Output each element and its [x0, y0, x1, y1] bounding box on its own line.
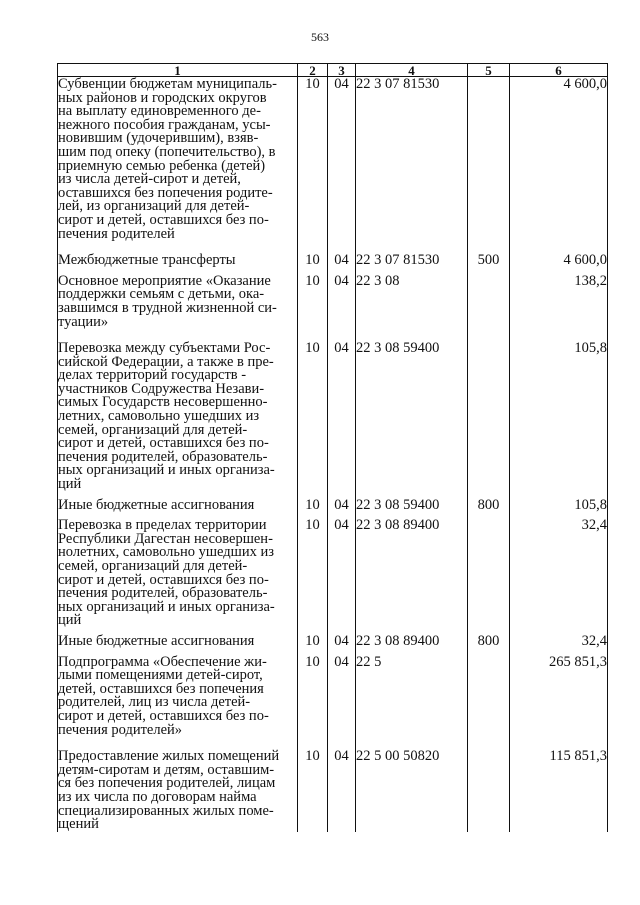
row-name-line: туации»: [58, 313, 109, 330]
budget-table: [57, 63, 608, 832]
table-row: [58, 498, 608, 513]
row-name-line: лыми помещениями детей-сирот,: [58, 667, 263, 684]
row-c2: 10: [298, 341, 328, 492]
row-name-line: Республики Дагестан несовершен-: [58, 530, 273, 547]
table-body: [58, 77, 608, 832]
row-name-line: Перевозка между субъектами Рос-: [58, 340, 271, 357]
row-name-line: Субвенции бюджетам муниципаль-: [58, 76, 277, 92]
row-c3: 04: [328, 274, 356, 329]
row-c6: 4 600,0: [510, 77, 608, 242]
row-c3: 04: [328, 341, 356, 492]
row-c4: 22 5 00 50820: [356, 749, 468, 832]
row-name-line: ций: [58, 476, 82, 493]
row-name: [58, 253, 298, 268]
row-c3: 04: [328, 518, 356, 628]
row-name: [58, 341, 298, 492]
row-name-line: Подпрограмма «Обеспечение жи-: [58, 653, 267, 670]
row-c5: [468, 274, 510, 329]
row-c3: 04: [328, 498, 356, 513]
row-name-line: ций: [58, 612, 82, 629]
row-name: [58, 634, 298, 649]
row-c6: 105,8: [510, 498, 608, 513]
col-header-1: 1: [58, 64, 298, 77]
col-header-5: 5: [468, 64, 510, 77]
row-c2: 10: [298, 274, 328, 329]
row-c2: 10: [298, 253, 328, 268]
row-name-line: лей, из организаций для детей-: [58, 198, 250, 215]
row-c6: 115 851,3: [510, 749, 608, 832]
row-name-line: ных организаций и иных организа-: [58, 598, 275, 615]
row-name-line: печения родителей»: [58, 721, 183, 738]
row-c4: 22 3 08 59400: [356, 341, 468, 492]
row-c5: 800: [468, 634, 510, 649]
row-name-line: печения родителей: [58, 225, 175, 242]
row-name-line: сийской Федерации, а также в пре-: [58, 353, 274, 370]
row-c4: 22 3 08 89400: [356, 518, 468, 628]
row-name-line: специализированных жилых поме-: [58, 802, 274, 819]
row-name-line: Перевозка в пределах территории: [58, 517, 267, 534]
col-header-6: 6: [510, 64, 608, 77]
row-name-line: новившим (удочерившим), взяв-: [58, 130, 259, 147]
row-c5: 800: [468, 498, 510, 513]
row-c6: 32,4: [510, 518, 608, 628]
row-name-line: из числа детей-сирот и детей,: [58, 171, 241, 188]
row-c5: [468, 77, 510, 242]
row-name-line: сирот и детей, оставшихся без по-: [58, 571, 269, 588]
row-name-line: летних, самовольно ушедших из: [58, 408, 260, 425]
row-name-line: шим под опеку (попечительство), в: [58, 143, 276, 160]
table-row: [58, 634, 608, 649]
row-name-line: участников Содружества Незави-: [58, 380, 265, 397]
row-name-line: поддержки семьям с детьми, ока-: [58, 286, 265, 303]
row-c4: 22 3 08: [356, 274, 468, 329]
row-name-line: печения родителей, образователь-: [58, 448, 268, 465]
row-name-line: детям-сиротам и детям, оставшим-: [58, 761, 275, 778]
row-c5: 500: [468, 253, 510, 268]
table-row: [58, 253, 608, 268]
row-c6: 32,4: [510, 634, 608, 649]
row-c5: [468, 655, 510, 738]
row-name-line: на выплату единовременного де-: [58, 103, 261, 120]
row-c3: 04: [328, 253, 356, 268]
row-name-line: делах территорий государств -: [58, 367, 247, 384]
table-row: [58, 77, 608, 242]
row-c2: 10: [298, 749, 328, 832]
row-c4: 22 5: [356, 655, 468, 738]
row-name-line: из их числа по договорам найма: [58, 788, 257, 805]
row-c2: 10: [298, 634, 328, 649]
spacer-cell: [468, 329, 510, 341]
row-c3: 04: [328, 749, 356, 832]
row-c6: 4 600,0: [510, 253, 608, 268]
row-name: [58, 518, 298, 628]
col-header-2: 2: [298, 64, 328, 77]
row-name-line: сирот и детей, оставшихся без по-: [58, 707, 269, 724]
row-name-line: ся без попечения родителей, лицам: [58, 775, 276, 792]
row-c3: 04: [328, 634, 356, 649]
header-row: [58, 64, 608, 77]
row-c6: 265 851,3: [510, 655, 608, 738]
row-name-line: приемную семью ребенка (детей): [58, 157, 266, 174]
row-c3: 04: [328, 77, 356, 242]
row-name-line: нолетних, самовольно ушедших из: [58, 544, 274, 561]
row-name: [58, 749, 298, 832]
row-c4: 22 3 08 59400: [356, 498, 468, 513]
table-row: [58, 518, 608, 628]
row-c6: 105,8: [510, 341, 608, 492]
row-name-line: Предоставление жилых помещений: [58, 748, 280, 765]
row-c3: 04: [328, 655, 356, 738]
row-name-line: ных организаций и иных организа-: [58, 462, 275, 479]
row-name-line: детей, оставшихся без попечения: [58, 680, 264, 697]
page-number: 563: [311, 30, 329, 44]
row-c2: 10: [298, 518, 328, 628]
row-c4: 22 3 07 81530: [356, 253, 468, 268]
row-c4: 22 3 08 89400: [356, 634, 468, 649]
row-name: [58, 274, 298, 329]
row-c5: [468, 518, 510, 628]
row-name-line: печения родителей, образователь-: [58, 585, 268, 602]
row-name-line: семей, организаций для детей-: [58, 421, 248, 438]
row-c2: 10: [298, 655, 328, 738]
row-name-line: завшимся в трудной жизненной си-: [58, 299, 277, 316]
col-header-3: 3: [328, 64, 356, 77]
table-row: [58, 341, 608, 492]
row-name-line: Иные бюджетные ассигнования: [58, 496, 255, 513]
table-row: [58, 655, 608, 738]
row-name-line: Межбюджетные трансферты: [58, 252, 236, 269]
row-name-line: ных районов и городских округов: [58, 89, 267, 106]
row-name-line: родителей, лиц из числа детей-: [58, 694, 251, 711]
spacer-cell: [468, 737, 510, 749]
row-name-line: семей, организаций для детей-: [58, 558, 248, 574]
row-c4: 22 3 07 81530: [356, 77, 468, 242]
table-row: [58, 749, 608, 832]
col-header-4: 4: [356, 64, 468, 77]
table-row: [58, 274, 608, 329]
row-name: [58, 77, 298, 242]
row-name-line: оставшихся без попечения родите-: [58, 184, 273, 201]
row-name-line: симых Государств несовершенно-: [58, 394, 268, 411]
row-name-line: Иные бюджетные ассигнования: [58, 632, 255, 649]
row-c6: 138,2: [510, 274, 608, 329]
row-name-line: Основное мероприятие «Оказание: [58, 272, 271, 289]
row-name: [58, 498, 298, 513]
row-c2: 10: [298, 77, 328, 242]
row-name-line: сирот и детей, оставшихся без по-: [58, 211, 269, 228]
row-c5: [468, 749, 510, 832]
row-c5: [468, 341, 510, 492]
row-name: [58, 655, 298, 738]
row-c2: 10: [298, 498, 328, 513]
row-name-line: нежного пособия гражданам, усы-: [58, 116, 271, 133]
row-name-line: щений: [58, 816, 99, 833]
row-name-line: сирот и детей, оставшихся без по-: [58, 435, 269, 452]
